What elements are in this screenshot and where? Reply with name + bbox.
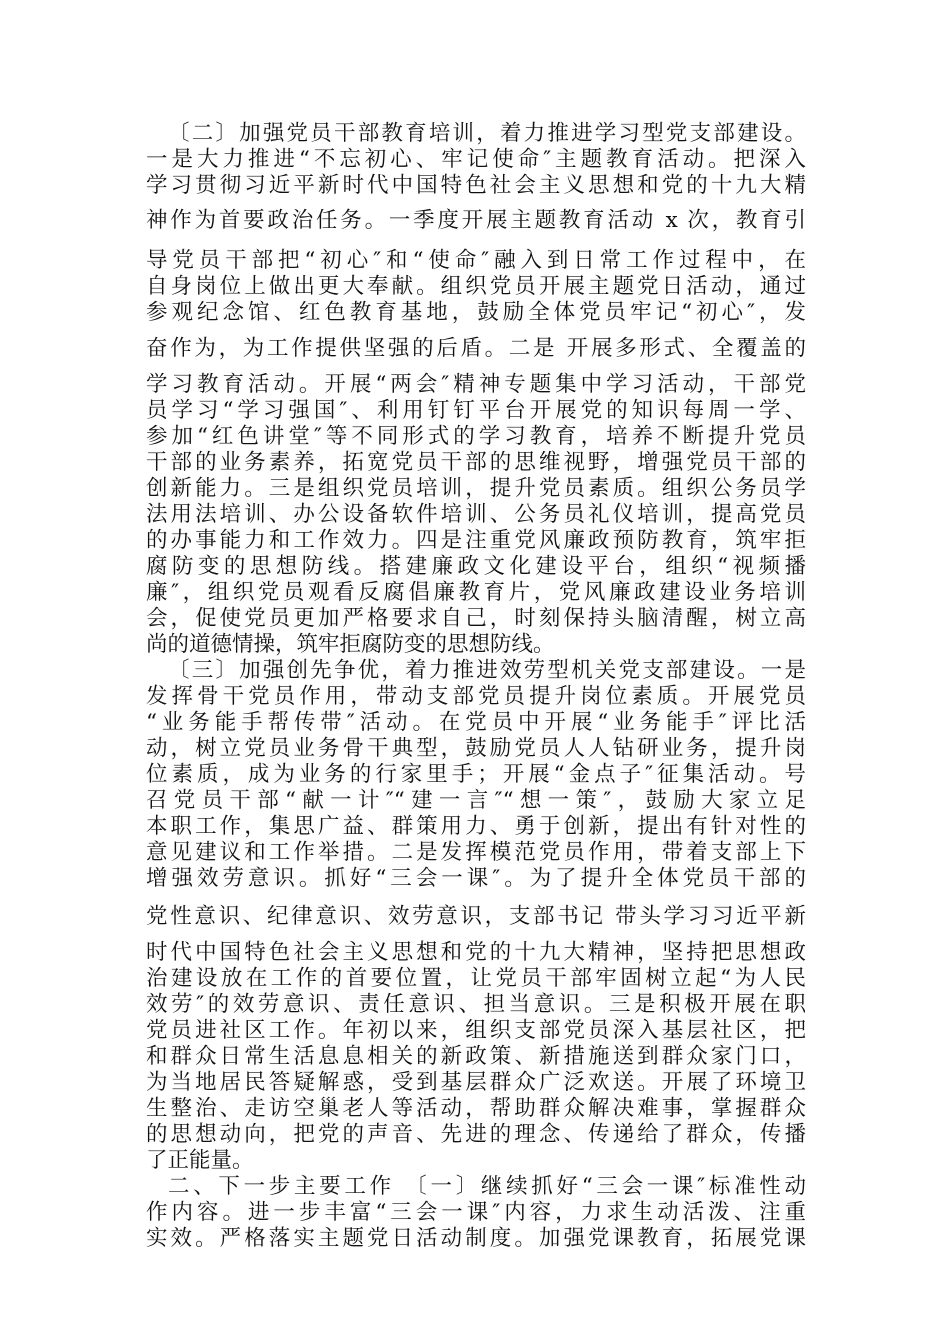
text-line: 党员进社区工作。年初以来，组织支部党员深入基层社区，把 [146,1018,806,1043]
text-line: 干部的业务素养，拓宽党员干部的思维视野，增强党员干部的 [146,450,806,475]
text-line: 本职工作，集思广益、群策用力、勇于创新，提出有针对性的 [146,814,806,839]
text-line: 党性意识、纪律意识、效劳意识，支部书记 带头学习习近平新 [146,904,806,929]
text-line: 时代中国特色社会主义思想和党的十九大精神，坚持把思想政 [146,940,806,965]
text-line: 效劳″的效劳意识、责任意识、担当意识。三是积极开展在职 [146,992,806,1017]
text-line: 法用法培训、办公设备软件培训、公务员礼仪培训，提高党员 [146,502,806,527]
text-line: 的办事能力和工作效力。四是注重党风廉政预防教育，筑牢拒 [146,528,806,553]
text-line: 意见建议和工作举措。二是发挥模范党员作用，带着支部上下 [146,840,806,865]
text-line: 增强效劳意识。抓好“三会一课″。为了提升全体党员干部的 [146,866,806,891]
text-line: 〔三〕加强创先争优，着力推进效劳型机关党支部建设。一是 [168,658,806,683]
text-line: “业务能手帮传带″活动。在党员中开展“业务能手″评比活 [146,710,806,735]
text-line: 导党员干部把“初心″和“使命″融入到日常工作过程中，在 [146,248,806,273]
text-line: 了正能量。 [146,1148,254,1173]
text-line: 位素质，成为业务的行家里手；开展“金点子″征集活动。号 [146,762,806,787]
text-line: 二、下一步主要工作 〔一〕继续抓好“三会一课″标准性动 [168,1174,806,1199]
text-line: 召党员干部“献一计″“建一言″“想一策″，鼓励大家立足 [146,788,806,813]
text-line: 实效。严格落实主题党日活动制度。加强党课教育，拓展党课 [146,1226,806,1251]
text-line: 参加“红色讲堂″等不同形式的学习教育，培养不断提升党员 [146,424,806,449]
text-line: 奋作为，为工作提供坚强的后盾。二是 开展多形式、全覆盖的 [146,336,806,361]
text-line: 尚的道德情操，筑牢拒腐防变的思想防线。 [146,632,555,657]
text-line: 和群众日常生活息息相关的新政策、新措施送到群众家门口， [146,1044,806,1069]
text-line: 神作为首要政治任务。一季度开展主题教育活动 x 次，教育引 [146,208,806,233]
text-line: 生整治、走访空巢老人等活动，帮助群众解决难事，掌握群众 [146,1096,806,1121]
text-line: 参观纪念馆、红色教育基地，鼓励全体党员牢记“初心″，发 [146,300,806,325]
text-line: 治建设放在工作的首要位置，让党员干部牢固树立起“为人民 [146,966,806,991]
text-line: 会，促使党员更加严格要求自己，时刻保持头脑清醒，树立高 [146,606,806,631]
text-line: 廉″，组织党员观看反腐倡廉教育片，党风廉政建设业务培训 [146,580,806,605]
text-line: 一是大力推进“不忘初心、牢记使命″主题教育活动。把深入 [146,147,806,172]
text-line: 的思想动向，把党的声音、先进的理念、传递给了群众，传播 [146,1122,806,1147]
text-line: 〔二〕加强党员干部教育培训，着力推进学习型党支部建设。 [168,121,806,146]
text-line: 创新能力。三是组织党员培训，提升党员素质。组织公务员学 [146,476,806,501]
text-line: 学习教育活动。开展“两会″精神专题集中学习活动，干部党 [146,372,806,397]
text-line: 学习贯彻习近平新时代中国特色社会主义思想和党的十九大精 [146,173,806,198]
text-line: 自身岗位上做出更大奉献。组织党员开展主题党日活动，通过 [146,274,806,299]
text-line: 员学习“学习强国″、利用钉钉平台开展党的知识每周一学、 [146,398,806,423]
text-line: 腐防变的思想防线。搭建廉政文化建设平台，组织“视频播 [146,554,806,579]
text-line: 为当地居民答疑解惑，受到基层群众广泛欢送。开展了环境卫 [146,1070,806,1095]
text-line: 动，树立党员业务骨干典型，鼓励党员人人钻研业务，提升岗 [146,736,806,761]
text-line: 作内容。进一步丰富“三会一课″内容，力求生动活泼、注重 [146,1200,806,1225]
text-line: 发挥骨干党员作用，带动支部党员提升岗位素质。开展党员 [146,684,806,709]
